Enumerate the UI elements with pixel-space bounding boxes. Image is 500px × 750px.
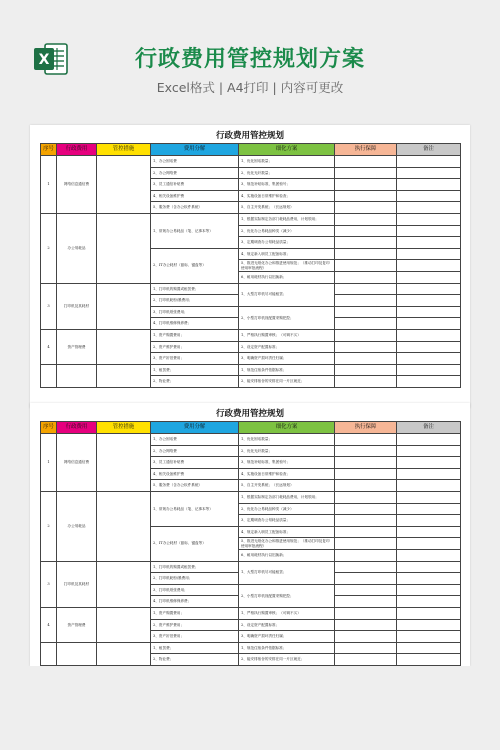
column-header[interactable]: 执行保障 xyxy=(335,144,397,156)
control-measure-cell[interactable] xyxy=(97,364,151,387)
seq-cell[interactable]: 1 xyxy=(41,156,57,214)
plan-cell[interactable]: 1、大型打印机尽可能租赁； xyxy=(239,283,335,306)
remark-cell[interactable] xyxy=(397,364,461,376)
remark-cell[interactable] xyxy=(397,515,461,527)
breakdown-cell[interactable]: 3、资产折旧费用； xyxy=(151,353,239,365)
control-measure-cell[interactable] xyxy=(97,491,151,561)
remark-cell[interactable] xyxy=(397,329,461,341)
remark-cell[interactable] xyxy=(397,306,461,318)
expense-category-cell[interactable]: 办公易耗品 xyxy=(57,491,97,561)
expense-category-cell[interactable]: 资产管理费 xyxy=(57,329,97,364)
breakdown-cell[interactable]: 1、常规办公易耗品（笔、记事本等） xyxy=(151,213,239,248)
column-header[interactable]: 管控措施 xyxy=(97,422,151,434)
table-row xyxy=(41,434,461,446)
plan-cell[interactable]: 5、推进无纸化办公和推进使用规范；（推动打印及复印使用审批流程） xyxy=(239,538,335,550)
guarantee-cell[interactable] xyxy=(335,515,397,527)
plan-table xyxy=(40,421,461,666)
breakdown-cell[interactable]: 1、资产购置费用； xyxy=(151,329,239,341)
plan-cell[interactable]: 2、优化光纤数量； xyxy=(239,445,335,457)
remark-cell[interactable] xyxy=(397,654,461,666)
remark-cell[interactable] xyxy=(397,503,461,515)
expense-category-cell[interactable]: 网络信息通信费 xyxy=(57,156,97,214)
page-footer xyxy=(0,666,500,750)
plan-cell[interactable]: 3、明确资产损坏责任归属； xyxy=(239,353,335,365)
seq-cell[interactable]: 4 xyxy=(41,607,57,642)
guarantee-cell[interactable] xyxy=(335,167,397,179)
breakdown-cell[interactable]: 1、打印机的购置或租赁费； xyxy=(151,561,239,573)
guarantee-cell[interactable] xyxy=(335,190,397,202)
seq-cell[interactable]: 2 xyxy=(41,491,57,561)
seq-cell[interactable]: 4 xyxy=(41,329,57,364)
guarantee-cell[interactable] xyxy=(335,468,397,480)
guarantee-cell[interactable] xyxy=(335,156,397,168)
remark-cell[interactable] xyxy=(397,353,461,365)
sheet-title: 行政费用管控规划 xyxy=(215,131,284,141)
guarantee-cell[interactable] xyxy=(335,526,397,538)
plan-cell[interactable]: 1、优化固话数量； xyxy=(239,156,335,168)
expense-category-cell[interactable]: 资产管理费 xyxy=(57,607,97,642)
seq-cell[interactable] xyxy=(41,364,57,387)
remark-cell[interactable] xyxy=(397,295,461,307)
guarantee-cell[interactable] xyxy=(335,283,397,295)
guarantee-cell[interactable] xyxy=(335,584,397,596)
plan-cell[interactable]: 2、小型打印机视配置采购把控； xyxy=(239,306,335,329)
guarantee-cell[interactable] xyxy=(335,503,397,515)
column-header[interactable]: 行政费用 xyxy=(57,422,97,434)
remark-cell[interactable] xyxy=(397,376,461,388)
table-row xyxy=(41,491,461,503)
seq-cell[interactable]: 3 xyxy=(41,283,57,329)
table-row xyxy=(41,283,461,295)
remark-cell[interactable] xyxy=(397,538,461,550)
remark-cell[interactable] xyxy=(397,457,461,469)
guarantee-cell[interactable] xyxy=(335,561,397,573)
plan-cell[interactable]: 2、设定资产配置标准； xyxy=(239,341,335,353)
breakdown-cell[interactable]: 2、物业费； xyxy=(151,376,239,388)
plan-cell[interactable]: 5、自主开发系统；（长远规划） xyxy=(239,202,335,214)
guarantee-cell[interactable] xyxy=(335,642,397,654)
column-header[interactable]: 管控措施 xyxy=(97,144,151,156)
remark-cell[interactable] xyxy=(397,584,461,596)
breakdown-cell[interactable]: 1、常规办公易耗品（笔、记事本等） xyxy=(151,491,239,526)
plan-cell[interactable]: 2、优化办公易耗品种类（减少） xyxy=(239,503,335,515)
breakdown-cell[interactable]: 1、资产购置费用； xyxy=(151,607,239,619)
guarantee-cell[interactable] xyxy=(335,364,397,376)
breakdown-cell[interactable]: 1、办公固话费 xyxy=(151,156,239,168)
control-measure-cell[interactable] xyxy=(97,329,151,364)
sheet-title: 行政费用管控规划 xyxy=(215,409,284,419)
plan-cell[interactable]: 1、规范住宿条件依据标准； xyxy=(239,364,335,376)
plan-cell[interactable]: 5、推进无纸化办公和推进使用规范；（推动打印及复印使用审批流程） xyxy=(239,260,335,272)
guarantee-cell[interactable] xyxy=(335,549,397,561)
plan-cell[interactable]: 3、规范补贴标准，集团惊号； xyxy=(239,179,335,191)
table-header-row xyxy=(41,144,461,156)
column-header[interactable]: 执行保障 xyxy=(335,422,397,434)
table-row xyxy=(41,561,461,573)
breakdown-cell[interactable]: 2、IT办公耗材（鼠标、键盘等） xyxy=(151,526,239,561)
guarantee-cell[interactable] xyxy=(335,631,397,643)
column-header[interactable]: 序号 xyxy=(41,144,57,156)
plan-cell[interactable]: 4、规定新入职员工配备标准； xyxy=(239,526,335,538)
seq-cell[interactable]: 1 xyxy=(41,434,57,492)
remark-cell[interactable] xyxy=(397,480,461,492)
remark-cell[interactable] xyxy=(397,260,461,272)
plan-cell[interactable]: 6、耐用耗材执行以旧换新； xyxy=(239,549,335,561)
plan-cell[interactable]: 2、设定资产配置标准； xyxy=(239,619,335,631)
plan-cell[interactable]: 3、定期调查办公易耗品质量； xyxy=(239,237,335,249)
breakdown-cell[interactable]: 2、物业费； xyxy=(151,654,239,666)
control-measure-cell[interactable] xyxy=(97,434,151,492)
column-header[interactable]: 序号 xyxy=(41,422,57,434)
remark-cell[interactable] xyxy=(397,179,461,191)
remark-cell[interactable] xyxy=(397,434,461,446)
guarantee-cell[interactable] xyxy=(335,619,397,631)
guarantee-cell[interactable] xyxy=(335,654,397,666)
table-header-row xyxy=(41,422,461,434)
breakdown-cell[interactable]: 2、IT办公耗材（鼠标、键盘等） xyxy=(151,248,239,283)
table-row xyxy=(41,213,461,225)
breakdown-cell[interactable]: 1、租赁费； xyxy=(151,642,239,654)
plan-cell[interactable]: 3、明确资产损坏责任归属； xyxy=(239,631,335,643)
remark-cell[interactable] xyxy=(397,491,461,503)
guarantee-cell[interactable] xyxy=(335,457,397,469)
seq-cell[interactable]: 3 xyxy=(41,561,57,607)
plan-cell[interactable]: 2、优化办公易耗品种类（减少） xyxy=(239,225,335,237)
guarantee-cell[interactable] xyxy=(335,306,397,318)
guarantee-cell[interactable] xyxy=(335,295,397,307)
sheet-preview-1 xyxy=(30,125,470,408)
breakdown-cell[interactable]: 2、办公网络费 xyxy=(151,445,239,457)
plan-cell[interactable]: 4、实施设备日常维护和检查； xyxy=(239,190,335,202)
remark-cell[interactable] xyxy=(397,561,461,573)
remark-cell[interactable] xyxy=(397,642,461,654)
guarantee-cell[interactable] xyxy=(335,202,397,214)
guarantee-cell[interactable] xyxy=(335,318,397,330)
plan-cell[interactable]: 1、严格执行购置审核；（可调不买） xyxy=(239,607,335,619)
expense-category-cell[interactable] xyxy=(57,642,97,665)
breakdown-cell[interactable]: 5、服务费（含办公软件系统） xyxy=(151,202,239,214)
breakdown-cell[interactable]: 3、员工通信补贴费 xyxy=(151,179,239,191)
guarantee-cell[interactable] xyxy=(335,538,397,550)
breakdown-cell[interactable]: 4、相关设备维护费 xyxy=(151,468,239,480)
expense-category-cell[interactable] xyxy=(57,364,97,387)
breakdown-cell[interactable]: 4、打印机维修保养费； xyxy=(151,596,239,608)
guarantee-cell[interactable] xyxy=(335,179,397,191)
seq-cell[interactable]: 2 xyxy=(41,213,57,283)
plan-cell[interactable]: 5、自主开发系统；（长远规划） xyxy=(239,480,335,492)
plan-cell[interactable]: 1、大型打印机尽可能租赁； xyxy=(239,561,335,584)
table-row xyxy=(41,329,461,341)
breakdown-cell[interactable]: 2、资产维护费用； xyxy=(151,341,239,353)
breakdown-cell[interactable]: 5、服务费（含办公软件系统） xyxy=(151,480,239,492)
guarantee-cell[interactable] xyxy=(335,445,397,457)
breakdown-cell[interactable]: 2、打印机耗粉/墨费用； xyxy=(151,573,239,585)
breakdown-cell[interactable]: 3、打印机纸张费用； xyxy=(151,584,239,596)
header xyxy=(0,0,500,112)
remark-cell[interactable] xyxy=(397,341,461,353)
sheet-preview-2 xyxy=(30,403,470,666)
breakdown-cell[interactable]: 1、打印机的购置或租赁费； xyxy=(151,283,239,295)
remark-cell[interactable] xyxy=(397,225,461,237)
plan-cell[interactable]: 1、严格执行购置审核；（可调不买） xyxy=(239,329,335,341)
expense-category-cell[interactable]: 打印机及其耗材 xyxy=(57,561,97,607)
breakdown-cell[interactable]: 2、打印机耗粉/墨费用； xyxy=(151,295,239,307)
remark-cell[interactable] xyxy=(397,573,461,585)
remark-cell[interactable] xyxy=(397,631,461,643)
guarantee-cell[interactable] xyxy=(335,341,397,353)
plan-cell[interactable]: 4、规定新入职员工配备标准； xyxy=(239,248,335,260)
expense-category-cell[interactable]: 打印机及其耗材 xyxy=(57,283,97,329)
remark-cell[interactable] xyxy=(397,156,461,168)
logo-letter: X xyxy=(38,52,50,68)
breakdown-cell[interactable]: 4、相关设备维护费 xyxy=(151,190,239,202)
column-header[interactable]: 费用分解 xyxy=(151,144,239,156)
plan-cell[interactable]: 1、根据实际制定各部门耗耗品费用，计划领用； xyxy=(239,213,335,225)
table-row xyxy=(41,607,461,619)
guarantee-cell[interactable] xyxy=(335,573,397,585)
remark-cell[interactable] xyxy=(397,213,461,225)
remark-cell[interactable] xyxy=(397,318,461,330)
guarantee-cell[interactable] xyxy=(335,271,397,283)
breakdown-cell[interactable]: 1、办公固话费 xyxy=(151,434,239,446)
breakdown-cell[interactable]: 2、资产维护费用； xyxy=(151,619,239,631)
guarantee-cell[interactable] xyxy=(335,607,397,619)
plan-cell[interactable]: 2、能安排宿舍的安排在同一片区就近； xyxy=(239,376,335,388)
guarantee-cell[interactable] xyxy=(335,376,397,388)
guarantee-cell[interactable] xyxy=(335,434,397,446)
control-measure-cell[interactable] xyxy=(97,642,151,665)
table-row xyxy=(41,642,461,654)
remark-cell[interactable] xyxy=(397,202,461,214)
plan-cell[interactable]: 1、规范住宿条件依据标准； xyxy=(239,642,335,654)
plan-cell[interactable]: 2、优化光纤数量； xyxy=(239,167,335,179)
control-measure-cell[interactable] xyxy=(97,283,151,329)
remark-cell[interactable] xyxy=(397,190,461,202)
remark-cell[interactable] xyxy=(397,596,461,608)
plan-table xyxy=(40,143,461,388)
column-header[interactable]: 行政费用 xyxy=(57,144,97,156)
plan-cell[interactable]: 6、耐用耗材执行以旧换新； xyxy=(239,271,335,283)
remark-cell[interactable] xyxy=(397,607,461,619)
control-measure-cell[interactable] xyxy=(97,156,151,214)
expense-category-cell[interactable]: 办公易耗品 xyxy=(57,213,97,283)
guarantee-cell[interactable] xyxy=(335,491,397,503)
guarantee-cell[interactable] xyxy=(335,480,397,492)
plan-cell[interactable]: 2、能安排宿舍的安排在同一片区就近； xyxy=(239,654,335,666)
guarantee-cell[interactable] xyxy=(335,329,397,341)
plan-cell[interactable]: 1、根据实际制定各部门耗耗品费用，计划领用； xyxy=(239,491,335,503)
breakdown-cell[interactable]: 4、打印机维修保养费； xyxy=(151,318,239,330)
control-measure-cell[interactable] xyxy=(97,213,151,283)
remark-cell[interactable] xyxy=(397,167,461,179)
column-header[interactable]: 细化方案 xyxy=(239,422,335,434)
plan-cell[interactable]: 1、优化固话数量； xyxy=(239,434,335,446)
guarantee-cell[interactable] xyxy=(335,248,397,260)
remark-cell[interactable] xyxy=(397,549,461,561)
guarantee-cell[interactable] xyxy=(335,213,397,225)
remark-cell[interactable] xyxy=(397,468,461,480)
guarantee-cell[interactable] xyxy=(335,596,397,608)
plan-cell[interactable]: 3、规范补贴标准，集团惊号； xyxy=(239,457,335,469)
breakdown-cell[interactable]: 3、员工通信补贴费 xyxy=(151,457,239,469)
column-header[interactable]: 细化方案 xyxy=(239,144,335,156)
remark-cell[interactable] xyxy=(397,237,461,249)
plan-cell[interactable]: 4、实施设备日常维护和检查； xyxy=(239,468,335,480)
control-measure-cell[interactable] xyxy=(97,607,151,642)
breakdown-cell[interactable]: 2、办公网络费 xyxy=(151,167,239,179)
remark-cell[interactable] xyxy=(397,526,461,538)
control-measure-cell[interactable] xyxy=(97,561,151,607)
remark-cell[interactable] xyxy=(397,619,461,631)
table-row xyxy=(41,156,461,168)
page-subtitle: Excel格式 | A4打印 | 内容可更改 xyxy=(156,80,344,95)
guarantee-cell[interactable] xyxy=(335,237,397,249)
column-header[interactable]: 备注 xyxy=(397,422,461,434)
guarantee-cell[interactable] xyxy=(335,225,397,237)
plan-cell[interactable]: 3、定期调查办公易耗品质量； xyxy=(239,515,335,527)
table-row xyxy=(41,364,461,376)
remark-cell[interactable] xyxy=(397,445,461,457)
remark-cell[interactable] xyxy=(397,248,461,260)
guarantee-cell[interactable] xyxy=(335,260,397,272)
guarantee-cell[interactable] xyxy=(335,353,397,365)
breakdown-cell[interactable]: 1、租赁费； xyxy=(151,364,239,376)
page-title: 行政费用管控规划方案 xyxy=(134,47,365,72)
breakdown-cell[interactable]: 3、打印机纸张费用； xyxy=(151,306,239,318)
seq-cell[interactable] xyxy=(41,642,57,665)
remark-cell[interactable] xyxy=(397,271,461,283)
column-header[interactable]: 费用分解 xyxy=(151,422,239,434)
expense-category-cell[interactable]: 网络信息通信费 xyxy=(57,434,97,492)
remark-cell[interactable] xyxy=(397,283,461,295)
plan-cell[interactable]: 2、小型打印机视配置采购把控； xyxy=(239,584,335,607)
breakdown-cell[interactable]: 3、资产折旧费用； xyxy=(151,631,239,643)
column-header[interactable]: 备注 xyxy=(397,144,461,156)
